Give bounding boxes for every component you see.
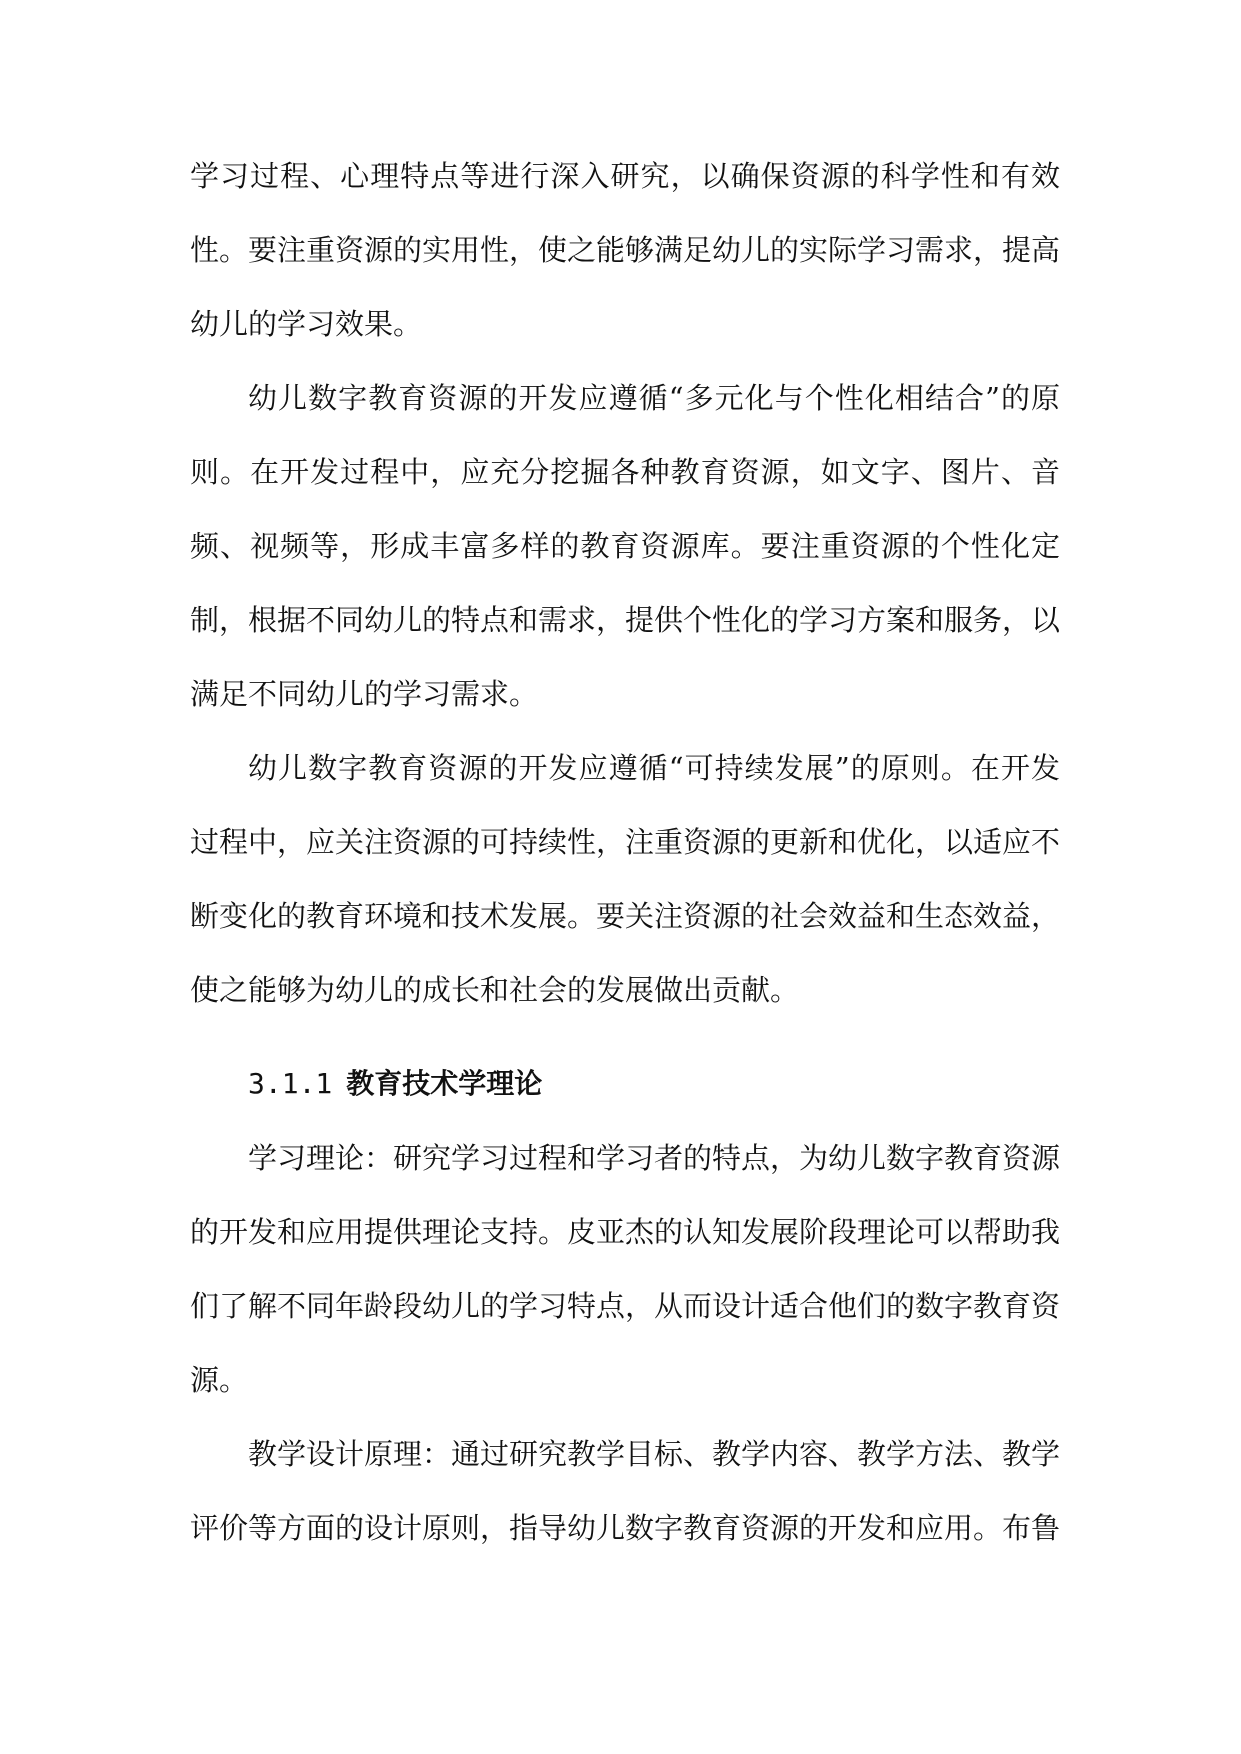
paragraph-sustainability-principle: 幼儿数字教育资源的开发应遵循“可持续发展”的原则。在开发过程中，应关注资源的可持续性，注重资源的更新和优化，以适应不断变化的教育环境和技术发展。要关注资源的社会效益和生态效益，使之能够为幼儿的成长和社会的发展做出贡献。 [190, 751, 1061, 1007]
section-title: 教育技术学理论 [346, 1067, 543, 1100]
paragraph-learning-theory: 学习理论：研究学习过程和学习者的特点，为幼儿数字教育资源的开发和应用提供理论支持。皮亚杰的认知发展阶段理论可以帮助我们了解不同年龄段幼儿的学习特点，从而设计适合他们的数字教育资源。 [190, 1141, 1061, 1397]
paragraph-continued: 学习过程、心理特点等进行深入研究，以确保资源的科学性和有效性。要注重资源的实用性，使之能够满足幼儿的实际学习需求，提高幼儿的学习效果。 [190, 159, 1061, 341]
document-body [190, 139, 1060, 1565]
section-number: 3.1.1 [248, 1067, 333, 1100]
paragraph-diversification-principle: 幼儿数字教育资源的开发应遵循“多元化与个性化相结合”的原则。在开发过程中，应充分挖掘各种教育资源，如文字、图片、音频、视频等，形成丰富多样的教育资源库。要注重资源的个性化定制，根据不同幼儿的特点和需求，提供个性化的学习方案和服务，以满足不同幼儿的学习需求。 [190, 381, 1061, 711]
section-heading [190, 1047, 1060, 1121]
paragraph-instructional-design: 教学设计原理：通过研究教学目标、教学内容、教学方法、教学评价等方面的设计原则，指导幼儿数字教育资源的开发和应用。布鲁 [190, 1437, 1061, 1545]
